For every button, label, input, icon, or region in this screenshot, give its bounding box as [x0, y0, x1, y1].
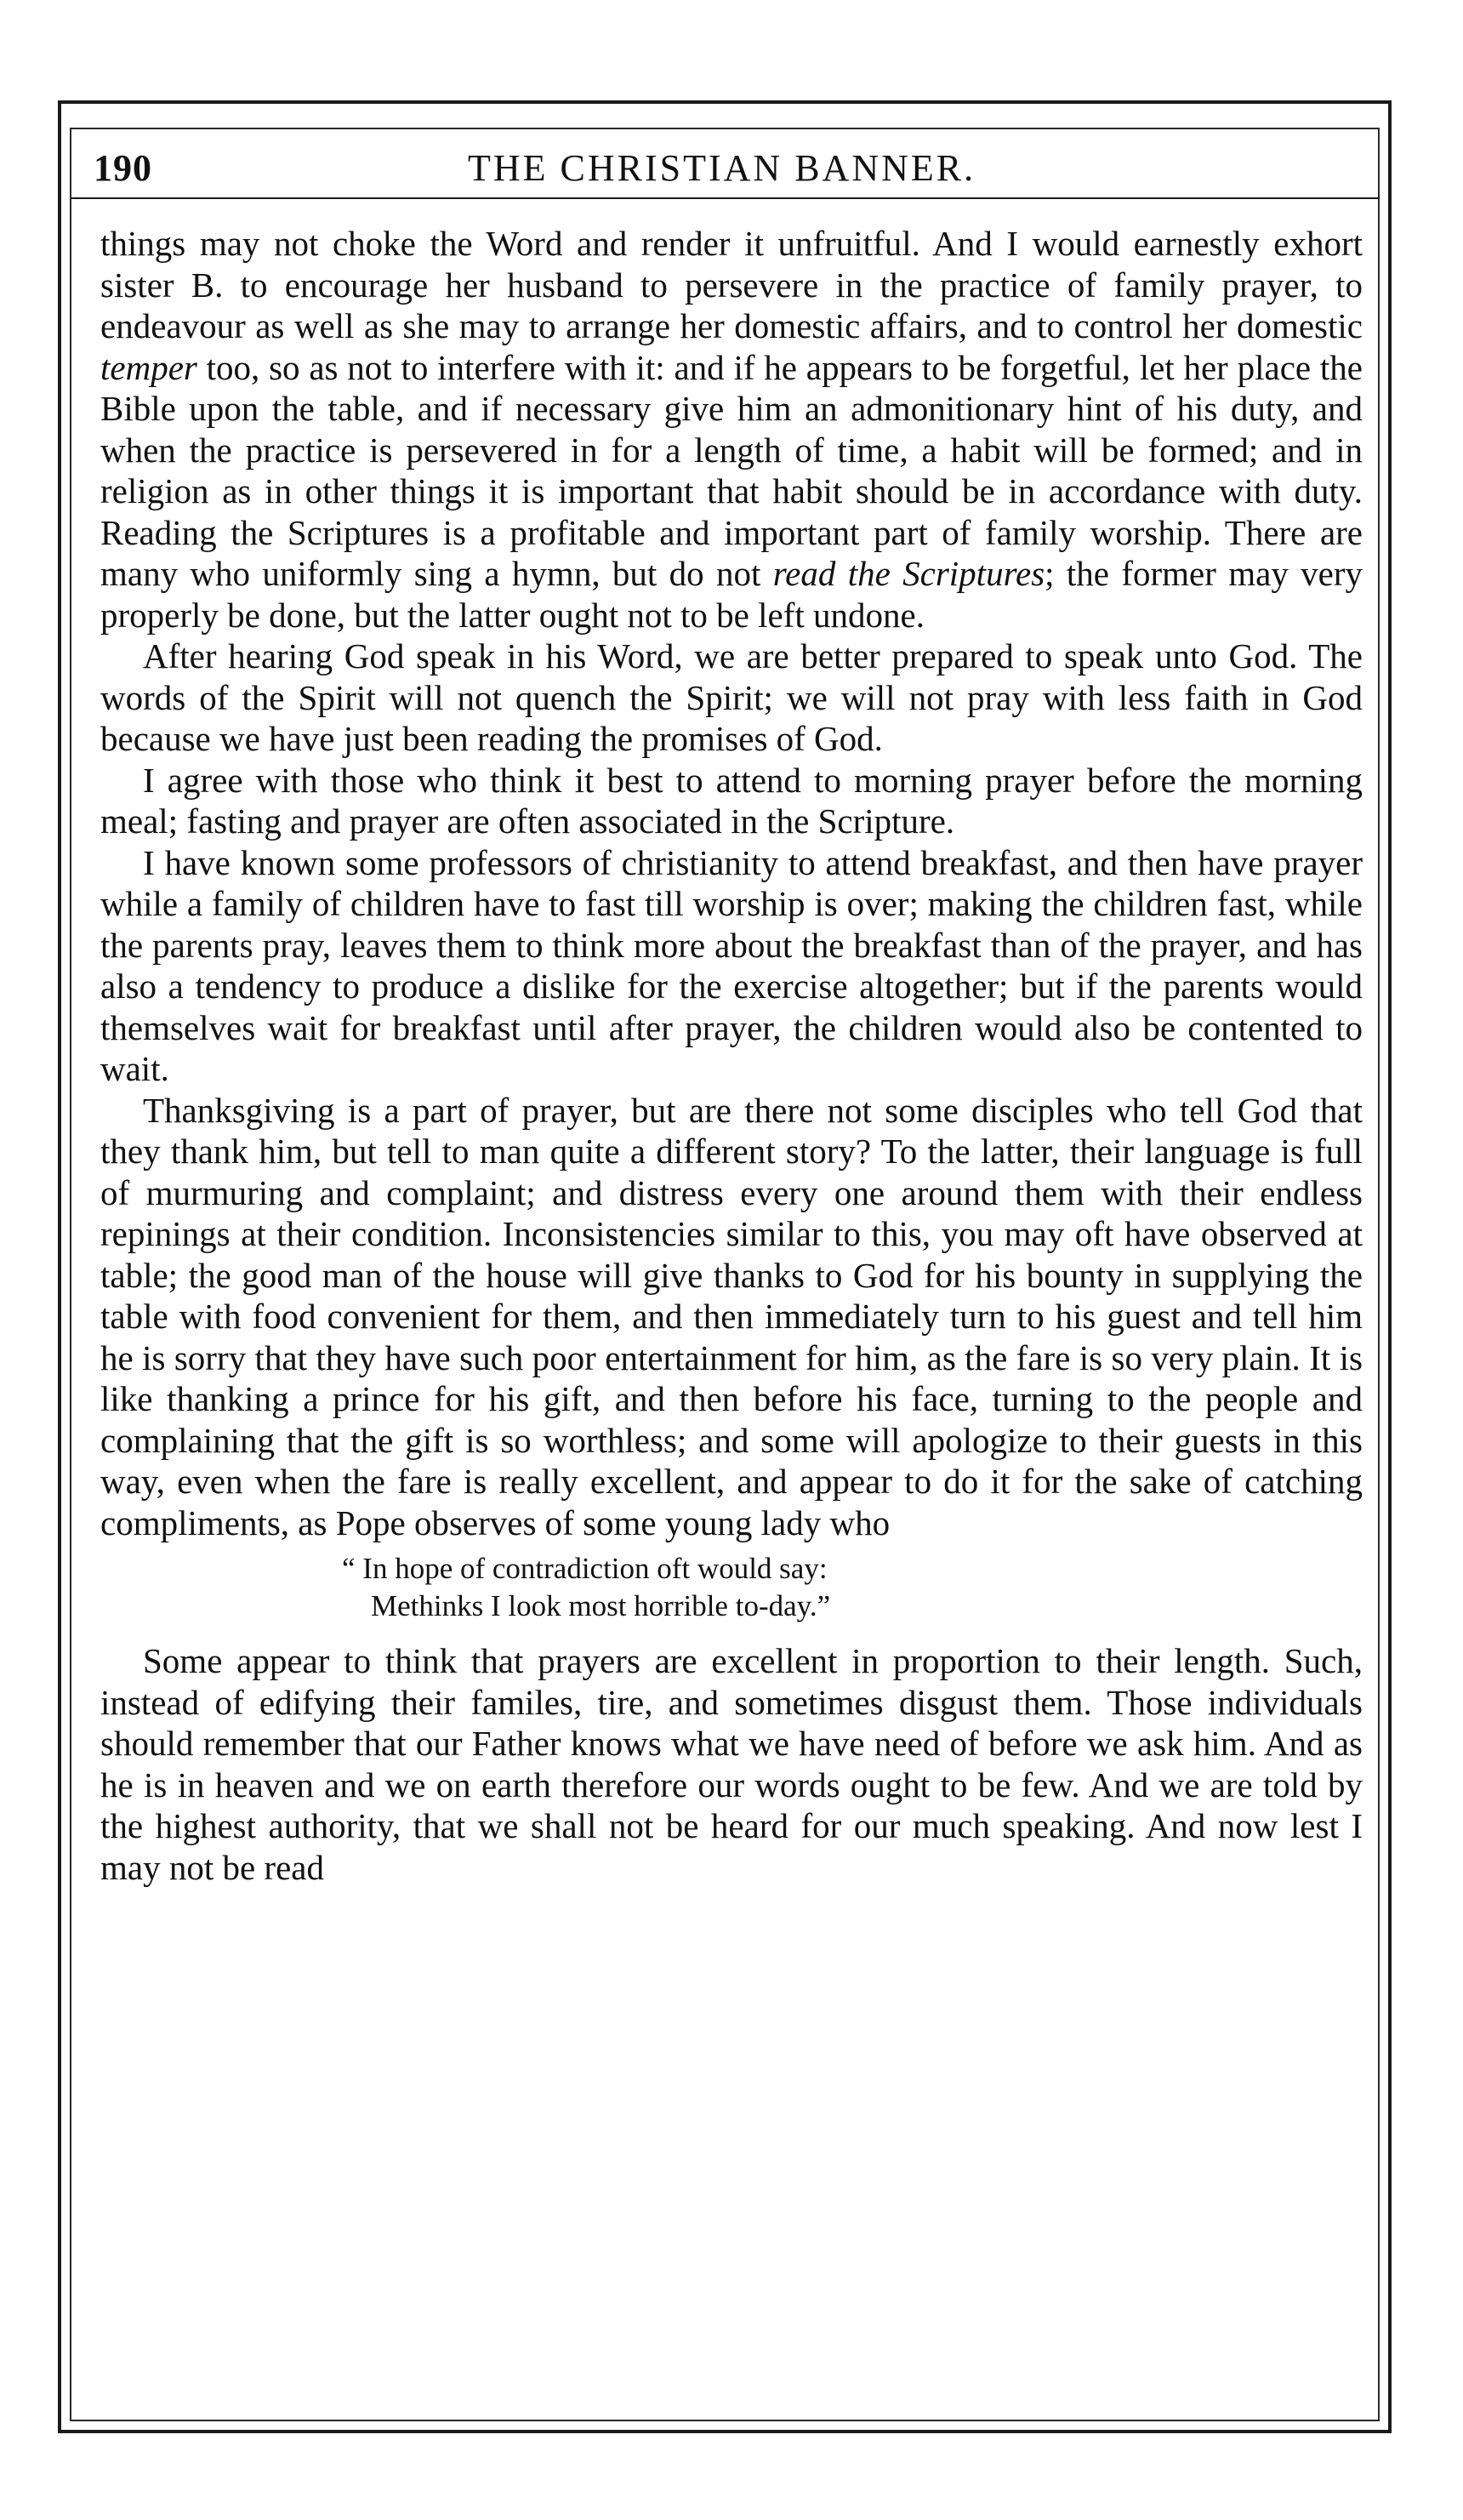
quote-line-1: “ In hope of contradiction oft would say:: [342, 1552, 828, 1585]
paragraph-1-emphasis-2: read the Scriptures: [772, 554, 1045, 593]
paragraph-4: I have known some professors of christianity to attend breakfast, and then have prayer while a family of children have to fast till worship is over; making the children fast, while the parents pray, leaves them to think more about the breakfast than of the prayer, and has also a tendency to produce a dislike for the exercise altogether; but if the parents would themselves wait for breakfast until after prayer, the children would also be contented to wait.: [100, 842, 1363, 1088]
article-body: [100, 223, 1363, 1888]
paragraph-1-after-2: ; the former may very properly be done, but the latter ought not to be left undone.: [100, 554, 1363, 635]
header-rule: [71, 197, 1380, 199]
page-number: 190: [94, 147, 152, 189]
paragraph-1: [100, 223, 1363, 636]
paragraph-1-after: too, so as not to interfere with it: and if he appears to be forgetful, let her place the Bible upon the table, and if necessary give him an admonitionary hint of his duty, and when the practice is persevered in for a length of time, a habit will be formed; and in religion as in other things it is important that habit should be in accordance with duty. Reading the Scriptures is a profitable and important part of family worship. There are many who uniformly sing a hymn, but do not: [100, 347, 1363, 593]
paragraph-2: After hearing God speak in his Word, we are better prepared to speak unto God. The words of the Spirit will not quench the Spirit; we will not pray with less faith in God because we have just been reading the promises of God.: [100, 636, 1363, 758]
page-header: [94, 146, 1361, 197]
paragraph-1-before: things may not choke the Word and render it unfruitful. And I would earnestly exhort sister B. to encourage her husband to persevere in the practice of family prayer, to endeavour as well as she may to arrange her domestic affairs, and to control her domestic: [100, 224, 1363, 345]
paragraph-6: Some appear to think that prayers are excellent in proportion to their length. Such, instead of edifying their familes, tire, and sometimes disgust them. Those individuals should remember that our Father knows what we have need of before we ask him. And as he is in heaven and we on earth therefore our words ought to be few. And we are told by the highest authority, that we shall not be heard for our much speaking. And now lest I may not be read: [100, 1641, 1363, 1887]
paragraph-5: Thanksgiving is a part of prayer, but are there not some disciples who tell God that they thank him, but tell to man quite a different story? To the latter, their language is full of murmuring and complaint; and distress every one around them with their endless repinings at their condition. Inconsistencies similar to this, you may oft have observed at table; the good man of the house will give thanks to God for his bounty in supplying the table with food convenient for them, and then immediately turn to his guest and tell him he is sorry that they have such poor entertainment for him, as the fare is so very plain. It is like thanking a prince for his gift, and then before his face, turning to the people and complaining that the gift is so worthless; and some will apologize to their guests in this way, even when the fare is really excellent, and appear to do it for the sake of catching compliments, as Pope observes of some young lady who: [100, 1090, 1363, 1542]
block-quote: [100, 1550, 1363, 1625]
paragraph-3: I agree with those who think it best to attend to morning prayer before the morning meal; fasting and prayer are often associated in the Scripture.: [100, 760, 1363, 841]
paragraph-1-emphasis: temper: [100, 347, 197, 387]
quote-line-2: Methinks I look most horrible to-day.”: [371, 1589, 831, 1622]
running-title: THE CHRISTIAN BANNER.: [468, 147, 976, 189]
